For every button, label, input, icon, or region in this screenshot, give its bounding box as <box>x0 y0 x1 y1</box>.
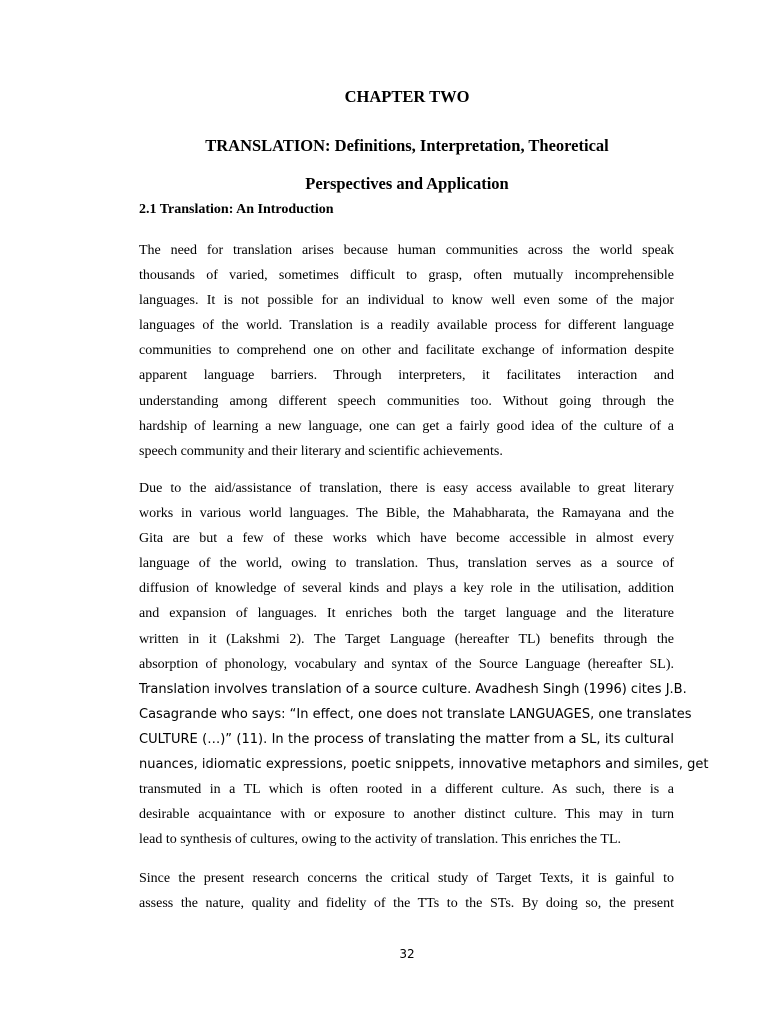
text-line: Casagrande who says: “In effect, one does not translate LANGUAGES, one translates <box>139 706 692 722</box>
text-line: absorption of phonology, vocabulary and syntax of the Source Language (hereafter SL). <box>139 656 674 672</box>
text-line: nuances, idiomatic expressions, poetic snippets, innovative metaphors and similes, get <box>139 757 709 773</box>
text-line: works in various world languages. The Bible, the Mahabharata, the Ramayana and the <box>139 506 674 522</box>
paragraph-2 <box>139 476 709 852</box>
text-line: transmuted in a TL which is often rooted in a different culture. As such, there is a <box>139 782 674 798</box>
text-line: thousands of varied, sometimes difficult to grasp, often mutually incomprehensible <box>139 268 674 284</box>
text-line: diffusion of knowledge of several kinds and plays a key role in the utilisation, addition <box>139 581 674 597</box>
text-line: Since the present research concerns the critical study of Target Texts, it is gainful to <box>139 871 674 886</box>
text-line: desirable acquaintance with or exposure to another distinct culture. This may in turn <box>139 807 674 823</box>
text-line: languages of the world. Translation is a readily available process for different language <box>139 318 674 334</box>
paragraph-3 <box>139 866 674 916</box>
paragraph-1 <box>139 238 674 464</box>
text-line: written in it (Lakshmi 2). The Target Language (hereafter TL) benefits through the <box>139 631 674 647</box>
chapter-label: CHAPTER TWO <box>344 87 470 106</box>
text-line: language of the world, owing to translation. Thus, translation serves as a source of <box>139 556 674 572</box>
text-line: lead to synthesis of cultures, owing to the activity of translation. This enriches the TL. <box>139 832 621 848</box>
text-line: Due to the aid/assistance of translation, there is easy access available to great literary <box>139 481 674 496</box>
text-line: Translation involves translation of a source culture. Avadhesh Singh (1996) cites J.B. <box>139 681 687 697</box>
text-line: speech community and their literary and scientific achievements. <box>139 443 503 459</box>
text-line: apparent language barriers. Through interpreters, it facilitates interaction and <box>139 368 674 384</box>
chapter-title <box>0 127 768 203</box>
text-line: The need for translation arises because human communities across the world speak <box>139 243 674 258</box>
chapter-title-line-2: Perspectives and Application <box>305 174 509 193</box>
text-line: and expansion of languages. It enriches both the target language and the literature <box>139 606 674 622</box>
section-heading: 2.1 Translation: An Introduction <box>139 202 334 217</box>
page-number: 32 <box>399 947 415 961</box>
text-line: understanding among different speech communities too. Without going through the <box>139 393 674 409</box>
text-line: CULTURE (…)” (11). In the process of translating the matter from a SL, its cultural <box>139 731 674 747</box>
text-line: communities to comprehend one on other and facilitate exchange of information despite <box>139 343 674 359</box>
text-line: Gita are but a few of these works which have become accessible in almost every <box>139 531 674 547</box>
text-line: assess the nature, quality and fidelity of the TTs to the STs. By doing so, the present <box>139 896 674 912</box>
text-line: languages. It is not possible for an individual to know well even some of the major <box>139 293 674 309</box>
text-line: hardship of learning a new language, one can get a fairly good idea of the culture of a <box>139 418 674 434</box>
chapter-title-line-1: TRANSLATION: Definitions, Interpretation, Theoretical <box>205 136 609 155</box>
